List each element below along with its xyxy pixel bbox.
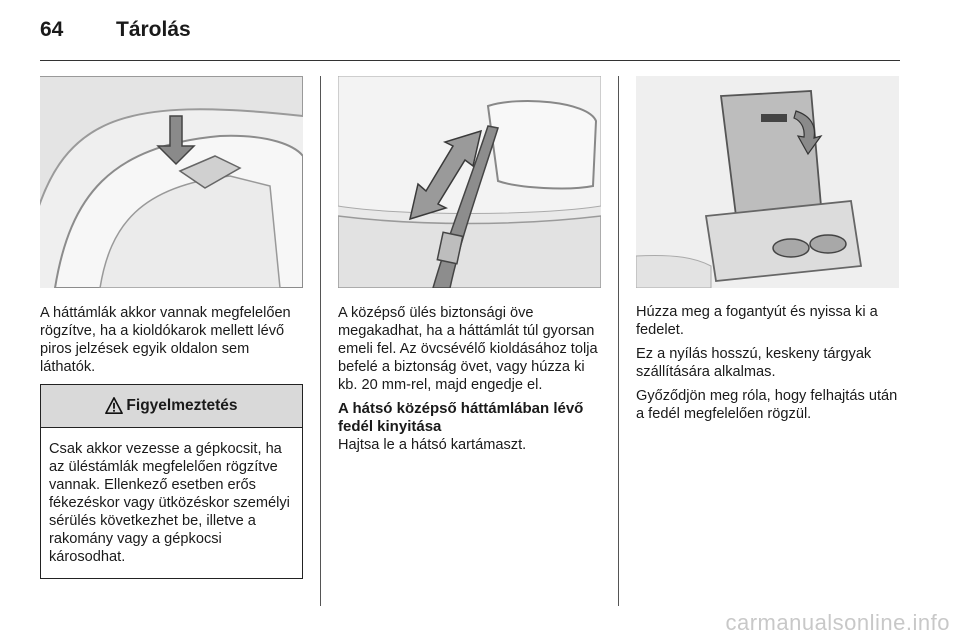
seatbelt-text: A középső ülés biztonsági öve megakadhat, ha a háttámlát túl gyorsan emeli fel. Az övcsévélő kioldásához tolja befelé a biztonság övet, vagy húzza ki kb. 20 mm-rel, majd engedje el. — [338, 305, 598, 393]
page-number: 64 — [40, 18, 64, 41]
column-2 — [338, 76, 601, 454]
opening-purpose-text: Ez a nyílás hosszú, keskeny tárgyak szállítására alkalmas. — [636, 346, 872, 380]
pull-handle-text: Húzza meg a fogantyút és nyissa ki a fedelet. — [636, 304, 878, 338]
column-divider-2 — [618, 76, 619, 606]
watermark: carmanualsonline.info — [725, 610, 950, 635]
center-seatbelt-illustration — [338, 76, 601, 288]
warning-title: Figyelmeztetés — [126, 397, 238, 414]
warning-box — [40, 384, 303, 579]
warning-header — [41, 385, 302, 428]
column-1 — [40, 76, 303, 579]
cover-lock-text: Győződjön meg róla, hogy felhajtás után a fedél megfelelően rögzül. — [636, 388, 898, 422]
armrest-fold-text: Hajtsa le a hátsó kartámaszt. — [338, 437, 527, 453]
cover-opening-heading: A hátsó középső háttámlában lévő fedél kinyitása — [338, 400, 584, 435]
seatback-locking-text: A háttámlák akkor vannak megfelelően rögzítve, ha a kioldókarok mellett lévő piros jelzések egyik oldalon sem láthatók. — [40, 305, 291, 375]
column-3 — [636, 76, 899, 423]
seat-release-arrow-illustration — [40, 76, 303, 288]
page-title: Tárolás — [116, 18, 191, 41]
warning-body: Csak akkor vezesse a gépkocsit, ha az üléstámlák megfelelően rögzítve vannak. Ellenkező esetben erős fékezéskor vagy ütközéskor személyi sérülés következhet be, illetve a rakomány vagy a gépkocsi károsodhat. — [49, 441, 290, 565]
warning-triangle-icon — [105, 397, 123, 415]
header-rule — [40, 60, 900, 61]
column-divider-1 — [320, 76, 321, 606]
armrest-cover-illustration — [636, 76, 899, 288]
